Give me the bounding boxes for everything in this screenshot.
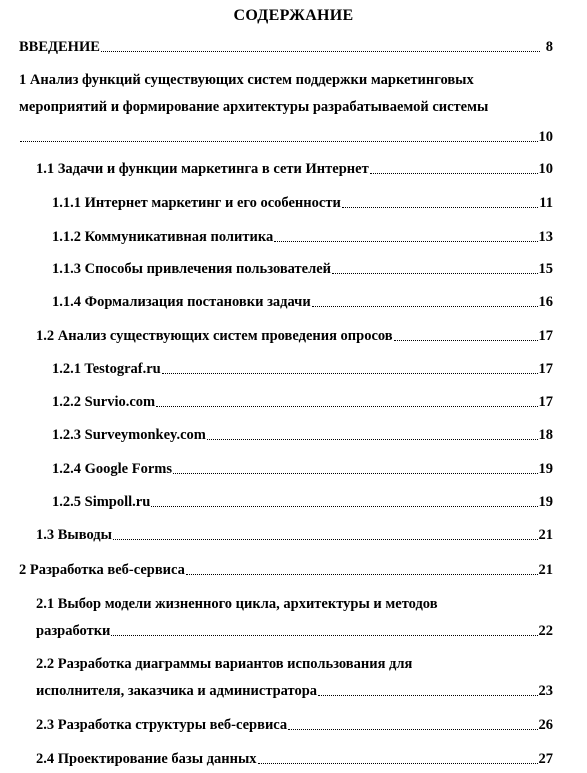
toc-entry-section-1-line1[interactable]: 1 Анализ функций существующих систем поддержки маркетинговых <box>19 72 474 88</box>
toc-page-number: 10 <box>538 129 553 145</box>
toc-page-number: 27 <box>538 751 553 767</box>
toc-entry-label: 1.1.3 Способы привлечения пользователей <box>52 261 332 277</box>
leader-dots <box>111 635 537 636</box>
leader-dots <box>312 306 538 307</box>
leader-dots <box>186 574 538 575</box>
leader-dots <box>156 406 537 407</box>
toc-entry-label: 1.1.4 Формализация постановки задачи <box>52 294 311 310</box>
toc-entry-label: 1.2.2 Survio.com <box>52 394 156 410</box>
leader-dots <box>394 340 538 341</box>
toc-entry-label: 1.2.5 Simpoll.ru <box>52 494 151 510</box>
leader-dots <box>332 273 537 274</box>
toc-page-number: 26 <box>538 717 553 733</box>
toc-entry-1-2[interactable] <box>36 327 553 345</box>
toc-entry-section-1-line2[interactable]: мероприятий и формирование архитектуры разрабатываемой системы <box>19 99 489 115</box>
toc-entry-1-2-2[interactable] <box>52 393 553 411</box>
toc-entry-1-1-3[interactable] <box>52 260 553 278</box>
toc-entry-2-1[interactable] <box>36 622 553 640</box>
toc-entry-section-1[interactable] <box>19 128 553 146</box>
toc-page-number: 10 <box>538 161 553 177</box>
toc-entry-1-1-2[interactable] <box>52 228 553 246</box>
toc-entry-label: 1.2.4 Google Forms <box>52 461 173 477</box>
toc-entry-introduction[interactable] <box>19 38 553 56</box>
toc-entry-label: 1.1.2 Коммуникативная политика <box>52 229 274 245</box>
toc-entry-1-2-1[interactable] <box>52 360 553 378</box>
leader-dots <box>113 539 538 540</box>
toc-page-number: 19 <box>538 494 553 510</box>
toc-entry-section-2[interactable] <box>19 561 553 579</box>
leader-dots <box>173 473 537 474</box>
leader-dots <box>207 439 538 440</box>
leader-dots <box>20 141 538 142</box>
toc-title: СОДЕРЖАНИЕ <box>233 7 354 24</box>
toc-entry-label: 2.3 Разработка структуры веб-сервиса <box>36 717 288 733</box>
toc-entry-label: 2 Разработка веб-сервиса <box>19 562 185 578</box>
toc-page-number: 13 <box>538 229 553 245</box>
toc-entry-1-1-1[interactable] <box>52 194 553 212</box>
toc-entry-label: 1.2.3 Surveymonkey.com <box>52 427 206 443</box>
toc-entry-2-3[interactable] <box>36 716 553 734</box>
toc-entry-1-1[interactable] <box>36 160 553 178</box>
toc-page-number: 23 <box>538 683 553 699</box>
toc-entry-2-4[interactable] <box>36 750 553 768</box>
toc-entry-label: разработки <box>36 623 111 639</box>
leader-dots <box>318 695 537 696</box>
toc-entry-label: 1.1.1 Интернет маркетинг и его особенности <box>52 195 341 211</box>
toc-entry-label: 2.4 Проектирование базы данных <box>36 751 257 767</box>
toc-entry-1-2-5[interactable] <box>52 493 553 511</box>
toc-page-number: 19 <box>538 461 553 477</box>
toc-entry-label: 1.2.1 Testograf.ru <box>52 361 161 377</box>
toc-entry-1-3[interactable] <box>36 526 553 544</box>
toc-entry-label: 1.3 Выводы <box>36 527 112 543</box>
leader-dots <box>288 729 537 730</box>
toc-page-number: 17 <box>538 328 553 344</box>
toc-page-number: 18 <box>538 427 553 443</box>
toc-page-number: 11 <box>539 195 553 211</box>
toc-page-number: 17 <box>538 394 553 410</box>
leader-dots <box>151 506 537 507</box>
toc-page-number: 15 <box>538 261 553 277</box>
toc-entry-2-1-line1[interactable]: 2.1 Выбор модели жизненного цикла, архитектуры и методов <box>36 596 438 612</box>
leader-dots <box>342 207 539 208</box>
leader-dots <box>101 51 540 52</box>
leader-dots <box>162 373 538 374</box>
leader-dots <box>258 763 538 764</box>
toc-entry-label: 1.2 Анализ существующих систем проведения опросов <box>36 328 393 344</box>
toc-page-number: 8 <box>545 39 553 55</box>
toc-entry-label: 1.1 Задачи и функции маркетинга в сети Интернет <box>36 161 369 177</box>
toc-entry-2-2-line1[interactable]: 2.2 Разработка диаграммы вариантов использования для <box>36 656 413 672</box>
leader-dots <box>370 173 538 174</box>
toc-page-number: 22 <box>538 623 553 639</box>
toc-page-number: 17 <box>538 361 553 377</box>
toc-entry-label: исполнителя, заказчика и администратора <box>36 683 318 699</box>
toc-entry-1-2-4[interactable] <box>52 460 553 478</box>
toc-page-number: 21 <box>538 527 553 543</box>
toc-page-number: 16 <box>538 294 553 310</box>
toc-page-number: 21 <box>538 562 553 578</box>
toc-entry-2-2[interactable] <box>36 682 553 700</box>
toc-entry-1-1-4[interactable] <box>52 293 553 311</box>
toc-entry-label: ВВЕДЕНИЕ <box>19 39 100 55</box>
toc-entry-1-2-3[interactable] <box>52 426 553 444</box>
leader-dots <box>274 241 537 242</box>
